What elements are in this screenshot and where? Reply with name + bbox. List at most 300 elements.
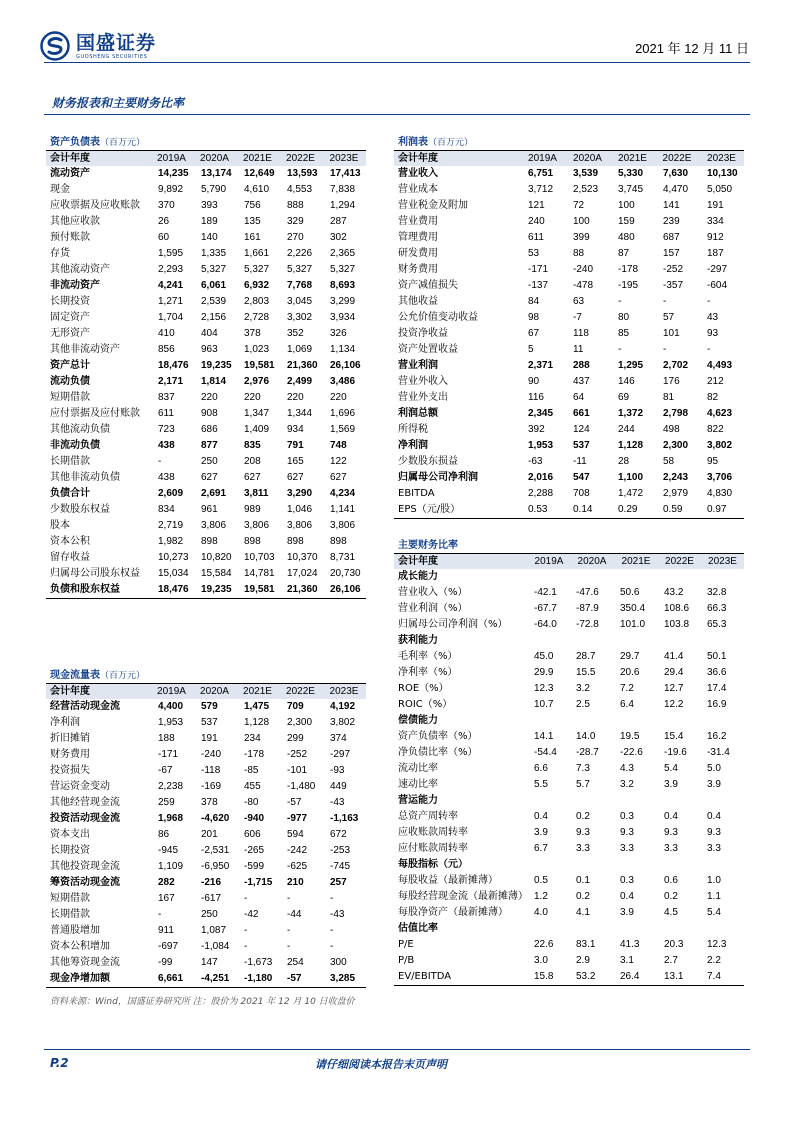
row-label: 长期借款 (50, 909, 90, 920)
row-value: - (330, 925, 334, 936)
row-value (528, 713, 570, 729)
row-value: 161 (244, 232, 261, 243)
row-label: 营业利润 (398, 360, 438, 371)
row-value: 686 (201, 424, 218, 435)
row-label: 投资损失 (50, 765, 90, 776)
row-value (614, 569, 658, 585)
row-value: 1,141 (330, 504, 356, 515)
table-row (394, 617, 744, 633)
row-label: 每股净资产（最新摊薄） (398, 907, 508, 918)
row-value: 3.2 (576, 683, 590, 694)
row-value: 449 (330, 781, 347, 792)
row-label: 普通股增加 (50, 925, 100, 936)
row-value: 5.4 (664, 763, 678, 774)
row-value: 26 (158, 216, 170, 227)
row-value: 118 (573, 328, 589, 339)
row-value: -1,084 (201, 941, 230, 952)
row-label: 应收票据及应收账款 (50, 200, 140, 211)
header-year: 2023E (707, 153, 736, 164)
table-row (46, 470, 366, 486)
row-label: 其他非流动资产 (50, 344, 120, 355)
table-row (394, 697, 744, 713)
row-value: 2,979 (663, 488, 689, 499)
row-value: 3.3 (576, 843, 590, 854)
row-value: 0.2 (664, 891, 678, 902)
row-value: -63 (528, 456, 543, 467)
row-value: - (287, 893, 291, 904)
row-label: 应付账款周转率 (398, 843, 468, 854)
row-value: 12.3 (707, 939, 727, 950)
row-value: 4,234 (330, 488, 356, 499)
row-value: -31.4 (707, 747, 730, 758)
row-value: -4,620 (201, 813, 230, 824)
row-value: 299 (287, 733, 304, 744)
row-label: 无形资产 (50, 328, 90, 339)
row-value (701, 793, 744, 809)
table-row (394, 761, 744, 777)
row-label: 存货 (50, 248, 70, 259)
row-value: 6,932 (244, 280, 270, 291)
table-row (394, 713, 744, 729)
row-value: 0.3 (620, 875, 634, 886)
table-row (46, 518, 366, 534)
table-row (394, 889, 744, 905)
row-value: 3,934 (330, 312, 356, 323)
table-row (46, 182, 366, 198)
row-value: 5 (528, 344, 534, 355)
row-value: 687 (663, 232, 680, 243)
table-row (394, 230, 744, 246)
row-label: 非流动资产 (50, 280, 100, 291)
row-value: -940 (244, 813, 265, 824)
table-row (394, 326, 744, 342)
row-value: 438 (158, 440, 175, 451)
row-value: -1,180 (244, 973, 273, 984)
table-row (46, 843, 366, 859)
row-value: 2,365 (330, 248, 356, 259)
logo-name-en: GUOSHENG SECURITIES (76, 53, 148, 60)
row-value (658, 857, 701, 873)
table-row (46, 454, 366, 470)
row-value: 2,798 (663, 408, 689, 419)
row-value: 4.1 (576, 907, 590, 918)
row-value: 220 (244, 392, 261, 403)
table-row (394, 390, 744, 406)
row-value: 4.5 (664, 907, 678, 918)
row-value: 3,712 (528, 184, 554, 195)
row-value: 53 (528, 248, 540, 259)
table-bottom-rule (394, 518, 744, 519)
table-row (394, 681, 744, 697)
row-value: 11 (573, 344, 584, 355)
row-value: 2,288 (528, 488, 554, 499)
row-value: 28 (618, 456, 630, 467)
row-value: 5.7 (576, 779, 590, 790)
row-label: 营业外支出 (398, 392, 448, 403)
row-label: 留存收益 (50, 552, 90, 563)
row-label: 短期借款 (50, 392, 90, 403)
table-row (46, 342, 366, 358)
row-value: -1,673 (244, 957, 273, 968)
row-value: 43.2 (664, 587, 684, 598)
row-value: 912 (707, 232, 724, 243)
row-label: 营业利润（%） (398, 603, 468, 614)
row-value: 835 (244, 440, 261, 451)
row-value: 756 (244, 200, 261, 211)
row-value: 3,486 (330, 376, 356, 387)
row-value: 20.3 (664, 939, 684, 950)
row-label: 资本公积 (50, 536, 90, 547)
row-value: 67 (528, 328, 540, 339)
row-value: 147 (201, 957, 218, 968)
row-value: 19,235 (201, 584, 232, 595)
row-value: 81 (663, 392, 675, 403)
row-value: 0.4 (707, 811, 721, 822)
table-row (394, 310, 744, 326)
row-value: -604 (707, 280, 728, 291)
table-row (394, 745, 744, 761)
row-value (570, 633, 614, 649)
table-row (46, 859, 366, 875)
row-value (614, 793, 658, 809)
row-value: 16.9 (707, 699, 727, 710)
row-value (570, 569, 614, 585)
row-value: 0.1 (576, 875, 590, 886)
row-value: 85 (618, 328, 630, 339)
row-value: -171 (528, 264, 549, 275)
row-label: 营业收入 (398, 168, 438, 179)
row-value: 82 (707, 392, 719, 403)
table-unit: （百万元） (100, 138, 146, 148)
row-value: 6,751 (528, 168, 554, 179)
row-value: 100 (573, 216, 590, 227)
row-label: 营运能力 (398, 795, 438, 806)
row-value: 122 (330, 456, 347, 467)
row-value: 13,593 (287, 168, 318, 179)
row-value: 3,539 (573, 168, 599, 179)
row-value: 19.5 (620, 731, 640, 742)
row-label: 资产处置收益 (398, 344, 458, 355)
row-value: 3.0 (534, 955, 548, 966)
row-value: 10.7 (534, 699, 554, 710)
row-label: 应收账款周转率 (398, 827, 468, 838)
row-label: ROIC（%） (398, 699, 453, 710)
row-value (658, 569, 701, 585)
row-value: 3,802 (707, 440, 733, 451)
table-row (394, 841, 744, 857)
row-value (658, 713, 701, 729)
row-value: 93 (707, 328, 719, 339)
row-value: 1,569 (330, 424, 356, 435)
row-value: 3,290 (287, 488, 313, 499)
row-value: 20,730 (330, 568, 361, 579)
row-value: 2,171 (158, 376, 184, 387)
row-value: 1,968 (158, 813, 184, 824)
row-value: 5.0 (707, 763, 721, 774)
row-value: -101 (287, 765, 308, 776)
row-value: 8,731 (330, 552, 356, 563)
table-row (394, 873, 744, 889)
row-value: 1,704 (158, 312, 184, 323)
table-row (394, 649, 744, 665)
row-value: - (618, 296, 622, 307)
row-value: - (287, 941, 291, 952)
row-value: 14,235 (158, 168, 189, 179)
row-value: 1,335 (201, 248, 227, 259)
row-value: 0.6 (664, 875, 678, 886)
disclaimer-text: 请仔细阅读本报告末页声明 (315, 1058, 447, 1071)
row-value: 579 (201, 701, 218, 712)
row-value: 1,023 (244, 344, 270, 355)
row-label: 其他流动负债 (50, 424, 110, 435)
row-value: 3.9 (707, 779, 721, 790)
row-value: 0.4 (534, 811, 548, 822)
header-year: 2022E (662, 153, 692, 164)
row-value: 4,470 (663, 184, 689, 195)
row-label: 其他投资现金流 (50, 861, 120, 872)
row-value: 3,806 (330, 520, 356, 531)
row-value: 7,838 (330, 184, 356, 195)
row-value: 6,061 (201, 280, 227, 291)
row-value: - (287, 925, 291, 936)
row-value: 18,476 (158, 584, 189, 595)
row-value: 1,046 (287, 504, 313, 515)
table-row (46, 422, 366, 438)
row-value: 250 (201, 909, 218, 920)
row-value: -1,715 (244, 877, 273, 888)
row-value: 282 (158, 877, 175, 888)
row-value: 0.4 (620, 891, 634, 902)
row-value: 15.8 (534, 971, 554, 982)
header-year: 2023E (708, 556, 737, 567)
row-value: 791 (287, 440, 304, 451)
row-value: 963 (201, 344, 218, 355)
row-label: 净利率（%） (398, 667, 458, 678)
row-value: - (244, 941, 248, 952)
row-value: 4,493 (707, 360, 733, 371)
row-value: 0.59 (663, 504, 683, 515)
row-value: 14,781 (244, 568, 275, 579)
header-year: 2020A (573, 153, 602, 164)
row-value: -178 (244, 749, 265, 760)
row-value: -252 (663, 264, 684, 275)
table-row (46, 390, 366, 406)
row-label: 资本支出 (50, 829, 90, 840)
row-value: 26,106 (330, 360, 361, 371)
table-row (46, 731, 366, 747)
header-label: 会计年度 (50, 153, 90, 164)
row-value: 0.14 (573, 504, 593, 515)
row-value: -977 (287, 813, 308, 824)
financial-ratios-table (394, 538, 744, 986)
row-value: 2,719 (158, 520, 184, 531)
header-year: 2020A (200, 153, 229, 164)
row-label: 营业收入（%） (398, 587, 468, 598)
table-row (394, 182, 744, 198)
row-value (701, 633, 744, 649)
row-label: EV/EBITDA (398, 971, 452, 982)
row-value: 709 (287, 701, 304, 712)
row-label: 估值比率 (398, 923, 438, 934)
row-value: 1,953 (528, 440, 554, 451)
row-value: 95 (707, 456, 719, 467)
row-label: 应付票据及应付账款 (50, 408, 140, 419)
row-value: 898 (287, 536, 304, 547)
table-row (46, 811, 366, 827)
row-value: 5,327 (330, 264, 356, 275)
row-label: 长期投资 (50, 845, 90, 856)
row-value: - (330, 941, 334, 952)
row-value: 2.5 (576, 699, 590, 710)
row-value: 220 (330, 392, 347, 403)
row-value: 5.4 (707, 907, 721, 918)
header-label: 会计年度 (398, 556, 438, 567)
row-value: 399 (573, 232, 590, 243)
table-title-text: 资产负债表 (50, 137, 100, 148)
row-label: 固定资产 (50, 312, 90, 323)
row-value: 2,499 (287, 376, 313, 387)
row-value: 404 (201, 328, 218, 339)
row-value: 352 (287, 328, 304, 339)
row-value: 1,294 (330, 200, 356, 211)
table-row (394, 214, 744, 230)
row-value: -1,163 (330, 813, 359, 824)
row-value: -297 (707, 264, 728, 275)
row-value: 208 (244, 456, 261, 467)
row-value: 3.3 (707, 843, 721, 854)
row-value: 26,106 (330, 584, 361, 595)
row-value: 101.0 (620, 619, 646, 630)
row-value: 2,539 (201, 296, 227, 307)
section-title: 财务报表和主要财务比率 (52, 96, 185, 110)
row-value: 4.3 (620, 763, 634, 774)
row-value: 240 (528, 216, 545, 227)
row-value: -87.9 (576, 603, 599, 614)
table-row (394, 438, 744, 454)
row-label: 净负债比率（%） (398, 747, 478, 758)
row-label: 利润总额 (398, 408, 438, 419)
row-label: 每股指标（元） (398, 859, 468, 870)
row-value: -43 (330, 909, 345, 920)
row-value: 63 (573, 296, 585, 307)
row-value: 2,016 (528, 472, 554, 483)
row-value: - (663, 296, 667, 307)
row-value: -2,531 (201, 845, 230, 856)
row-value: 1,696 (330, 408, 356, 419)
row-value: 14.1 (534, 731, 554, 742)
row-value: 7.4 (707, 971, 721, 982)
row-value: 234 (244, 733, 261, 744)
row-value: 837 (158, 392, 175, 403)
row-value: 5,330 (618, 168, 644, 179)
row-value: -99 (158, 957, 173, 968)
row-value (528, 569, 570, 585)
header-label: 会计年度 (398, 153, 438, 164)
row-label: 净利润 (50, 717, 80, 728)
row-value: 244 (618, 424, 635, 435)
row-value: - (663, 344, 667, 355)
row-label: 资产总计 (50, 360, 90, 371)
table-title-text: 现金流量表 (50, 670, 100, 681)
row-value: 627 (201, 472, 218, 483)
row-value: -57 (287, 797, 302, 808)
table-row (46, 779, 366, 795)
row-value: 2,345 (528, 408, 554, 419)
table-row (46, 326, 366, 342)
table-row (394, 502, 744, 518)
row-value: 1,271 (158, 296, 184, 307)
table-row (394, 486, 744, 502)
row-label: 少数股东权益 (50, 504, 110, 515)
table-row (46, 566, 366, 582)
row-value: -4,251 (201, 973, 230, 984)
row-value: 86 (158, 829, 170, 840)
row-value: 856 (158, 344, 175, 355)
row-value: 594 (287, 829, 304, 840)
row-value: 65.3 (707, 619, 727, 630)
table-row (46, 214, 366, 230)
row-label: 预付账款 (50, 232, 90, 243)
header-year: 2023E (329, 153, 359, 164)
table-row (46, 795, 366, 811)
row-label: 投资净收益 (398, 328, 448, 339)
row-value: 19,581 (244, 360, 275, 371)
row-value: 26.4 (620, 971, 640, 982)
row-value: 141 (663, 200, 680, 211)
row-value: 0.29 (618, 504, 638, 515)
row-value: 627 (287, 472, 304, 483)
row-value: 21,360 (287, 584, 318, 595)
table-row (394, 585, 744, 601)
row-label: 每股经营现金流（最新摊薄） (398, 891, 528, 902)
table-row (46, 246, 366, 262)
row-label: P/E (398, 939, 414, 950)
row-label: 营业成本 (398, 184, 438, 195)
table-row (46, 534, 366, 550)
row-value: 15,034 (158, 568, 189, 579)
row-label: 流动负债 (50, 376, 90, 387)
row-value: 3,802 (330, 717, 356, 728)
row-value: 672 (330, 829, 347, 840)
table-row (46, 374, 366, 390)
row-value: 101 (663, 328, 680, 339)
row-value: 2.7 (664, 955, 678, 966)
row-value: 877 (201, 440, 218, 451)
table-row (394, 937, 744, 953)
row-label: 营业税金及附加 (398, 200, 468, 211)
row-value: 3,806 (201, 520, 227, 531)
row-value: 1,661 (244, 248, 270, 259)
row-value: 121 (528, 200, 545, 211)
table-row (394, 729, 744, 745)
row-value: 1,100 (618, 472, 644, 483)
table-row (46, 278, 366, 294)
table-row (394, 198, 744, 214)
row-value: 3.9 (620, 907, 634, 918)
row-value: 259 (158, 797, 175, 808)
row-value: 124 (573, 424, 590, 435)
row-value: 3,806 (244, 520, 270, 531)
row-value: -216 (201, 877, 222, 888)
row-value: 212 (707, 376, 724, 387)
table-row (394, 262, 744, 278)
row-value: 66.3 (707, 603, 727, 614)
row-value (614, 857, 658, 873)
row-value: -54.4 (534, 747, 557, 758)
header-year: 2019A (157, 153, 186, 164)
table-row (46, 907, 366, 923)
row-value: 10,820 (201, 552, 232, 563)
